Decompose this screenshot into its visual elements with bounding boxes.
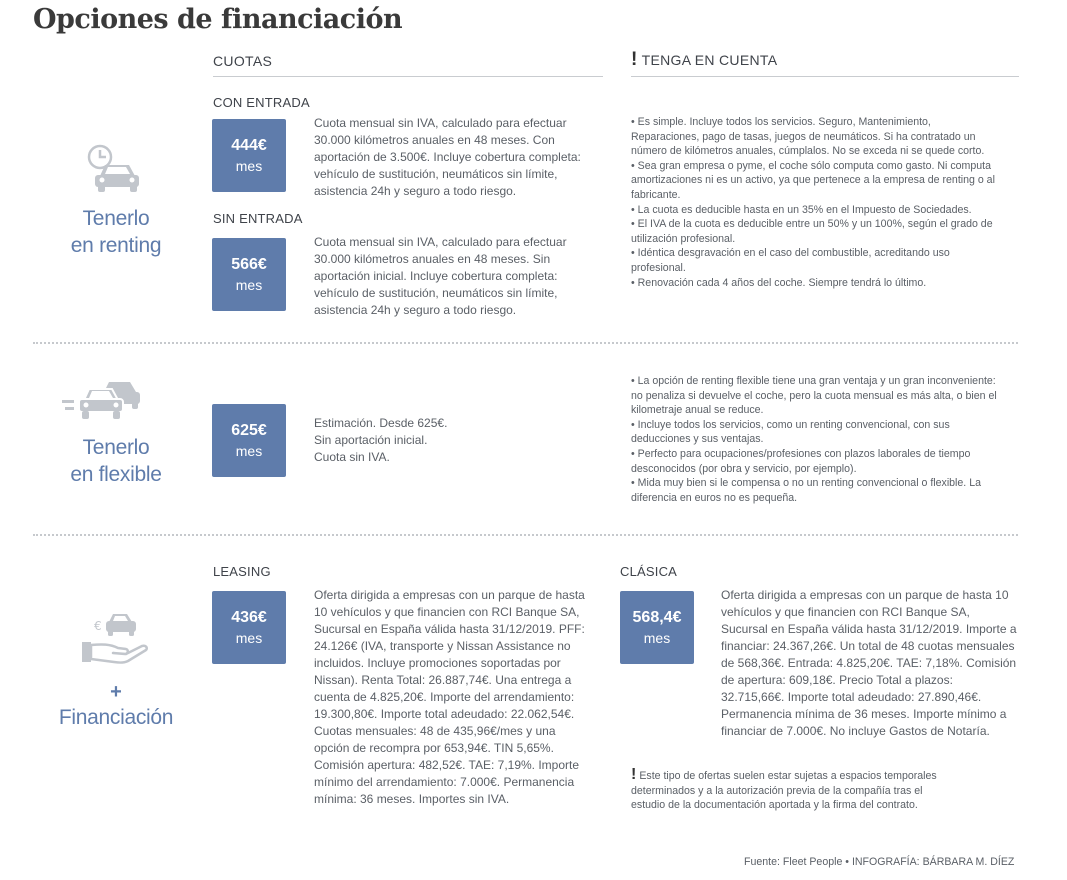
price-period: mes (235, 277, 263, 293)
price-amount: 568,4€ (632, 609, 682, 626)
page-title: Opciones de financiación (33, 4, 403, 35)
price-amount: 436€ (231, 609, 267, 626)
con-entrada-heading: CON ENTRADA (213, 95, 310, 110)
sin-entrada-heading: SIN ENTRADA (213, 211, 303, 226)
warning-icon: ! (631, 49, 638, 70)
offer-footnote-text: Este tipo de ofertas suelen estar sujetas a espacios temporales determinados y a la autorización previa de la compañía tras el estudio de la documentación aportada y la firma del contrato. (631, 770, 937, 812)
financiacion-label: Financiación (58, 706, 174, 729)
plus-sign: + (110, 681, 122, 703)
renting-label-line2: en renting (70, 234, 162, 257)
section-divider (33, 534, 1018, 536)
leasing-description: Oferta dirigida a empresas con un parque de hasta 10 vehículos y que financien con RCI Banque SA, Sucursal en España válida hasta 31/12/2019. PFF: 24.126€ (IVA, transporte y Nissan Assistance no incluidos. Incluye promociones soportadas por Nissan). Renta Total: 26.887,74€. Una entrega a cuenta de 4.825,20€. Importe del arrendamiento: 19.300,80€. Importe total adeudado: 22.062,54€. Cuotas mensuales: 48 de 435,96€/mes y una opción de recompra por 653,94€. TIN 5,65%. Comisión apertura: 482,52€. TAE: 7,19%. Importe mínimo del arrendamiento: 7.000€. Permanencia mínima: 36 meses. Importes sin IVA. (314, 588, 585, 806)
price-box-con-entrada (212, 119, 286, 192)
flexible-description: Estimación. Desde 625€. Sin aportación inicial. Cuota sin IVA. (314, 416, 448, 464)
source-credit: Fuente: Fleet People • INFOGRAFÍA: BÁRBARA M. DÍEZ (744, 856, 1015, 868)
clasica-description: Oferta dirigida a empresas con un parque de hasta 10 vehículos y que financien con RCI Banque SA, Sucursal en España válida hasta 31/12/2019. Importe a financiar: 24.367,26€. Un total de 48 cuotas mensuales de 568,36€. Entrada: 4.825,20€. TAE: 7,18%. Comisión de apertura: 609,18€. Precio Total a plazos: 32.715,66€. Importe total adeudado: 27.890,46€. Permanencia mínima de 36 meses. Importe mínimo a financiar de 7.000€. No incluye Gastos de Notaría. (721, 588, 1017, 738)
offer-footnote (631, 768, 941, 813)
price-period: mes (235, 158, 263, 174)
renting-notes: • Es simple. Incluye todos los servicios. Seguro, Mantenimiento, Reparaciones, pago de tasas, juegos de neumáticos. Si ha contratado un número de kilómetros anuales, cúmplalos. No se exceda ni se quede corto. • Sea gran empresa o pyme, el coche sólo computa como gasto. Ni computa amortizaciones ni es un activo, ya que pertenece a la empresa de renting o al fabricante. • La cuota es deducible hasta en un 35% en el Impuesto de Sociedades. • El IVA de la cuota es deducible entre un 50% y un 100%, según el grado de utilización profesional. • Idéntica desgravación en el caso del combustible, acreditando uso profesional. • Renovación cada 4 años del coche. Siempre tendrá lo último. (631, 116, 995, 289)
price-box-flexible (212, 404, 286, 477)
column-header-tenga-label: TENGA EN CUENTA (641, 52, 778, 68)
price-box-sin-entrada (212, 238, 286, 311)
sin-entrada-description: Cuota mensual sin IVA, calculado para efectuar 30.000 kilómetros anuales en 48 meses. Sin aportación inicial. Incluye cobertura completa: vehículo de sustitución, neumáticos sin límite, asistencia 24h y seguro a todo riesgo. (314, 235, 567, 317)
column-header-cuotas: CUOTAS (213, 53, 273, 69)
flexible-notes: • La opción de renting flexible tiene una gran ventaja y un gran inconveniente: no penaliza si devuelve el coche, pero la cuota mensual es más alta, o bien el kilometraje anual se reduce. • Incluye todos los servicios, como un renting convencional, con sus deducciones y sus ventajas. • Perfecto para ocupaciones/profesiones con plazos laborales de tiempo desconocidos (por obra y servicio, por ejemplo). • Mida muy bien si le compensa o no un renting convencional o flexible. La diferencia en euros no es pequeña. (631, 375, 997, 504)
cuotas-rule (213, 76, 603, 77)
price-amount: 625€ (231, 422, 267, 439)
price-period: mes (235, 630, 263, 646)
section-divider (33, 342, 1018, 344)
renting-label-line1: Tenerlo (82, 207, 150, 230)
price-box-leasing (212, 591, 286, 664)
flexible-label (45, 434, 187, 488)
clasica-heading: CLÁSICA (620, 564, 678, 579)
hand-car-icon (80, 608, 152, 666)
flexible-label-line2: en flexible (70, 463, 162, 486)
svg-text:€: € (94, 619, 102, 633)
price-amount: 566€ (231, 256, 267, 273)
price-box-clasica (620, 591, 694, 664)
tenga-rule (631, 76, 1019, 77)
column-header-tenga (631, 49, 777, 71)
con-entrada-description: Cuota mensual sin IVA, calculado para efectuar 30.000 kilómetros anuales en 48 meses. Con aportación de 3.500€. Incluye cobertura completa: vehículo de sustitución, neumáticos sin límite, asistencia 24h y seguro a todo riesgo. (314, 116, 581, 198)
warning-icon: ! (631, 766, 637, 783)
flexible-label-line1: Tenerlo (82, 436, 150, 459)
clock-car-icon (86, 144, 142, 196)
renting-label (45, 205, 187, 259)
cars-motion-icon (60, 378, 142, 422)
price-amount: 444€ (231, 137, 267, 154)
price-period: mes (643, 630, 671, 646)
price-period: mes (235, 443, 263, 459)
leasing-heading: LEASING (213, 564, 271, 579)
